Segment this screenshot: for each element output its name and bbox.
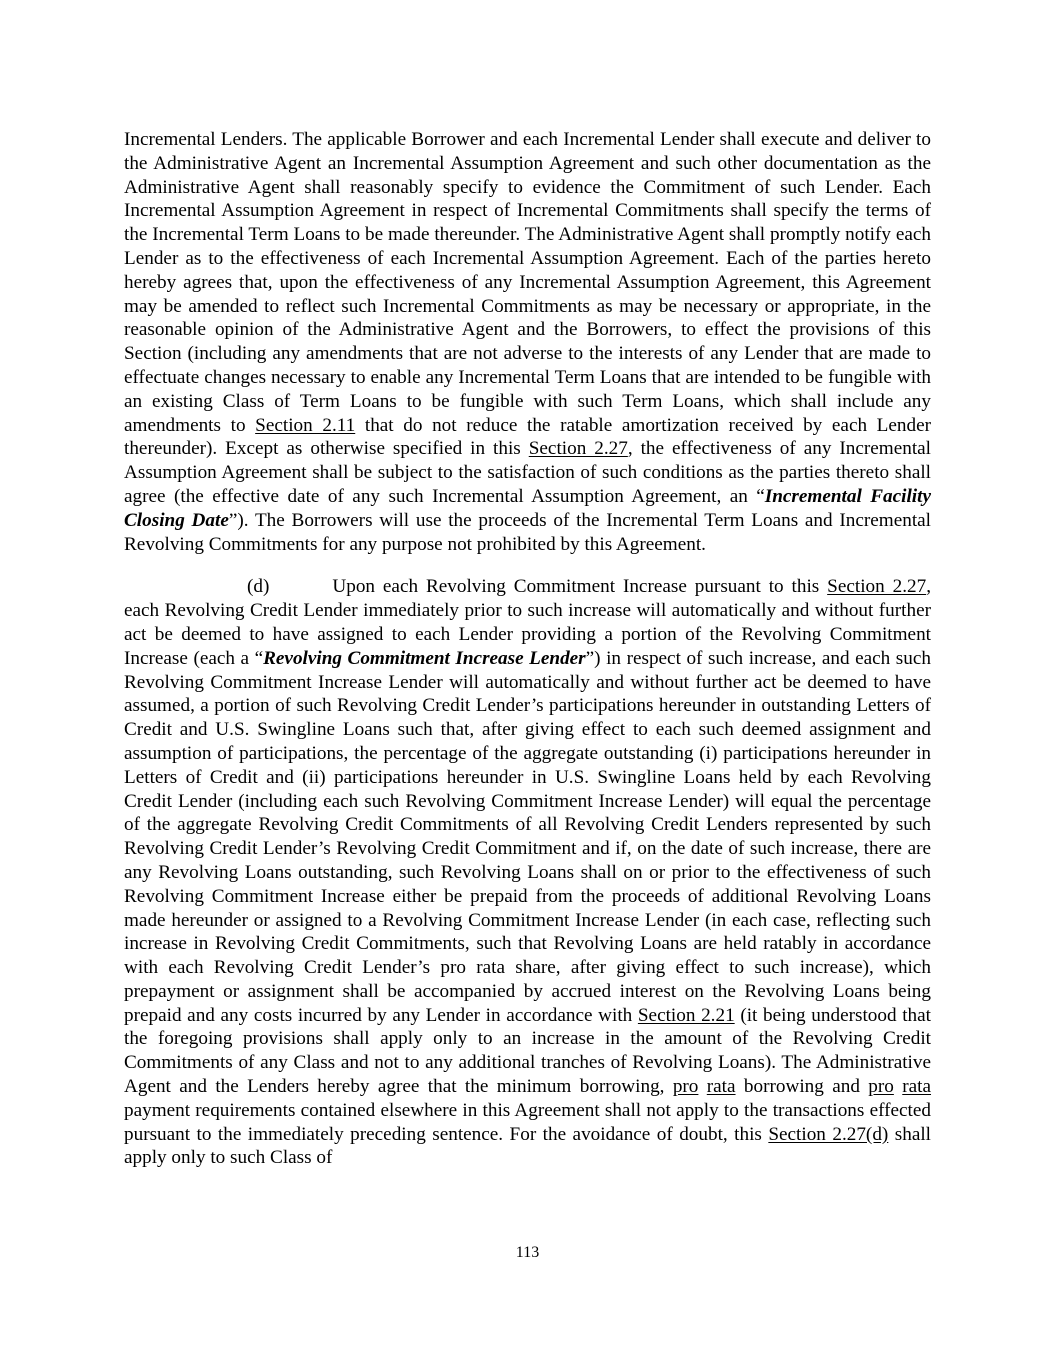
latin-term: pro — [672, 1076, 699, 1098]
body-text: that do not reduce the ratable amortization received by each Lender thereunder). Except as otherwise specified in this — [124, 414, 932, 460]
section-reference: Section 2.11 — [255, 414, 356, 436]
page-body — [124, 128, 931, 1170]
defined-term: Incremental Facility Closing Date — [124, 485, 931, 531]
section-reference: Section 2.27 — [528, 438, 628, 460]
page-number: 113 — [515, 1244, 540, 1261]
body-text: shall apply only to such Class of — [124, 1123, 932, 1169]
body-text: ”). The Borrowers will use the proceeds of the Incremental Term Loans and Incremental Revolving Commitments for any purpose not prohibited by this Agreement. — [124, 509, 931, 555]
section-reference: Section 2.27(d) — [768, 1123, 889, 1145]
body-text: ”) in respect of such increase, and each such Revolving Commitment Increase Lender will automatically and without further act be deemed to have assumed, a portion of such Revolving Credit Lender’s participations hereunder in outstanding Letters of Credit and U.S. Swingline Loans such that, after giving effect to each such deemed assignment and assumption of participations, the percentage of the aggregate outstanding (i) participations hereunder in Letters of Credit and (ii) participations hereunder in U.S. Swingline Loans held by each Revolving Credit Lender (including each such Revolving Commitment Increase Lender) will equal the percentage of the aggregate Revolving Credit Commitments of all Revolving Credit Lenders represented by such Revolving Credit Lender’s Revolving Credit Commitment and if, on the date of such increase, there are any Revolving Loans outstanding, such Revolving Loans shall on or prior to the effectiveness of such Revolving Commitment Increase either be prepaid from the proceeds of additional Revolving Loans made hereunder or assigned to a Revolving Commitment Increase Lender (in each case, reflecting such increase in Revolving Credit Commitments, such that Revolving Loans are held ratably in accordance with each Revolving Credit Lender’s pro rata share, after giving effect to such increase), which prepayment or assignment shall be accompanied by accrued interest on the Revolving Loans being prepaid and any costs incurred by any Lender in accordance with — [124, 647, 931, 1026]
latin-term: pro — [868, 1076, 894, 1098]
latin-term: rata — [902, 1076, 932, 1098]
body-text: , each Revolving Credit Lender immediately prior to such increase will automatically and without further act be deemed to have assigned to each Lender providing a portion of the Revolving Commitment Increase (each a “ — [124, 576, 931, 669]
section-reference: Section 2.21 — [637, 1004, 735, 1026]
paragraph-d — [124, 575, 931, 1170]
paragraph-label: (d) — [247, 576, 270, 598]
body-text: Incremental Lenders. The applicable Borrower and each Incremental Lender shall execute and deliver to the Administrative Agent an Incremental Assumption Agreement and such other documentation as the Administrative Agent shall reasonably specify to evidence the Commitment of such Lender. Each Incremental Assumption Agreement in respect of Incremental Commitments shall specify the terms of the Incremental Term Loans to be made thereunder. The Administrative Agent shall promptly notify each Lender as to the effectiveness of each Incremental Assumption Agreement. Each of the parties hereto hereby agrees that, upon the effectiveness of any Incremental Assumption Agreement, this Agreement may be amended to reflect such Incremental Commitments as may be necessary or appropriate, in the reasonable opinion of the Administrative Agent and the Borrowers, to effect the provisions of this Section (including any amendments that are not adverse to the interests of any Lender that are made to effectuate changes necessary to enable any Incremental Term Loans that are intended to be fungible with an existing Class of Term Loans to be fungible with such Term Loans, which shall include any amendments to — [124, 129, 931, 436]
body-text: , the effectiveness of any Incremental Assumption Agreement shall be subject to the satisfaction of such conditions as the parties thereto shall agree (the effective date of any such Incremental Assumption Agreement, an “ — [124, 438, 932, 507]
body-text: borrowing and — [735, 1076, 869, 1098]
paragraph-c-continued — [124, 128, 931, 556]
section-reference: Section 2.27 — [827, 576, 927, 598]
body-text: payment requirements contained elsewhere in this Agreement shall not apply to the transactions effected pursuant to the immediately preceding sentence. For the avoidance of doubt, this — [124, 1099, 931, 1145]
latin-term: rata — [706, 1076, 736, 1098]
body-text: (it being understood that the foregoing provisions shall apply only to an increase in the amount of the Revolving Credit Commitments of any Class and not to any additional tranches of Revolving Loans). The Administrative Agent and the Lenders hereby agree that the minimum borrowing, — [124, 1004, 931, 1098]
body-text: Upon each Revolving Commitment Increase pursuant to this — [332, 576, 828, 598]
defined-term: Revolving Commitment Increase Lender — [263, 647, 586, 669]
